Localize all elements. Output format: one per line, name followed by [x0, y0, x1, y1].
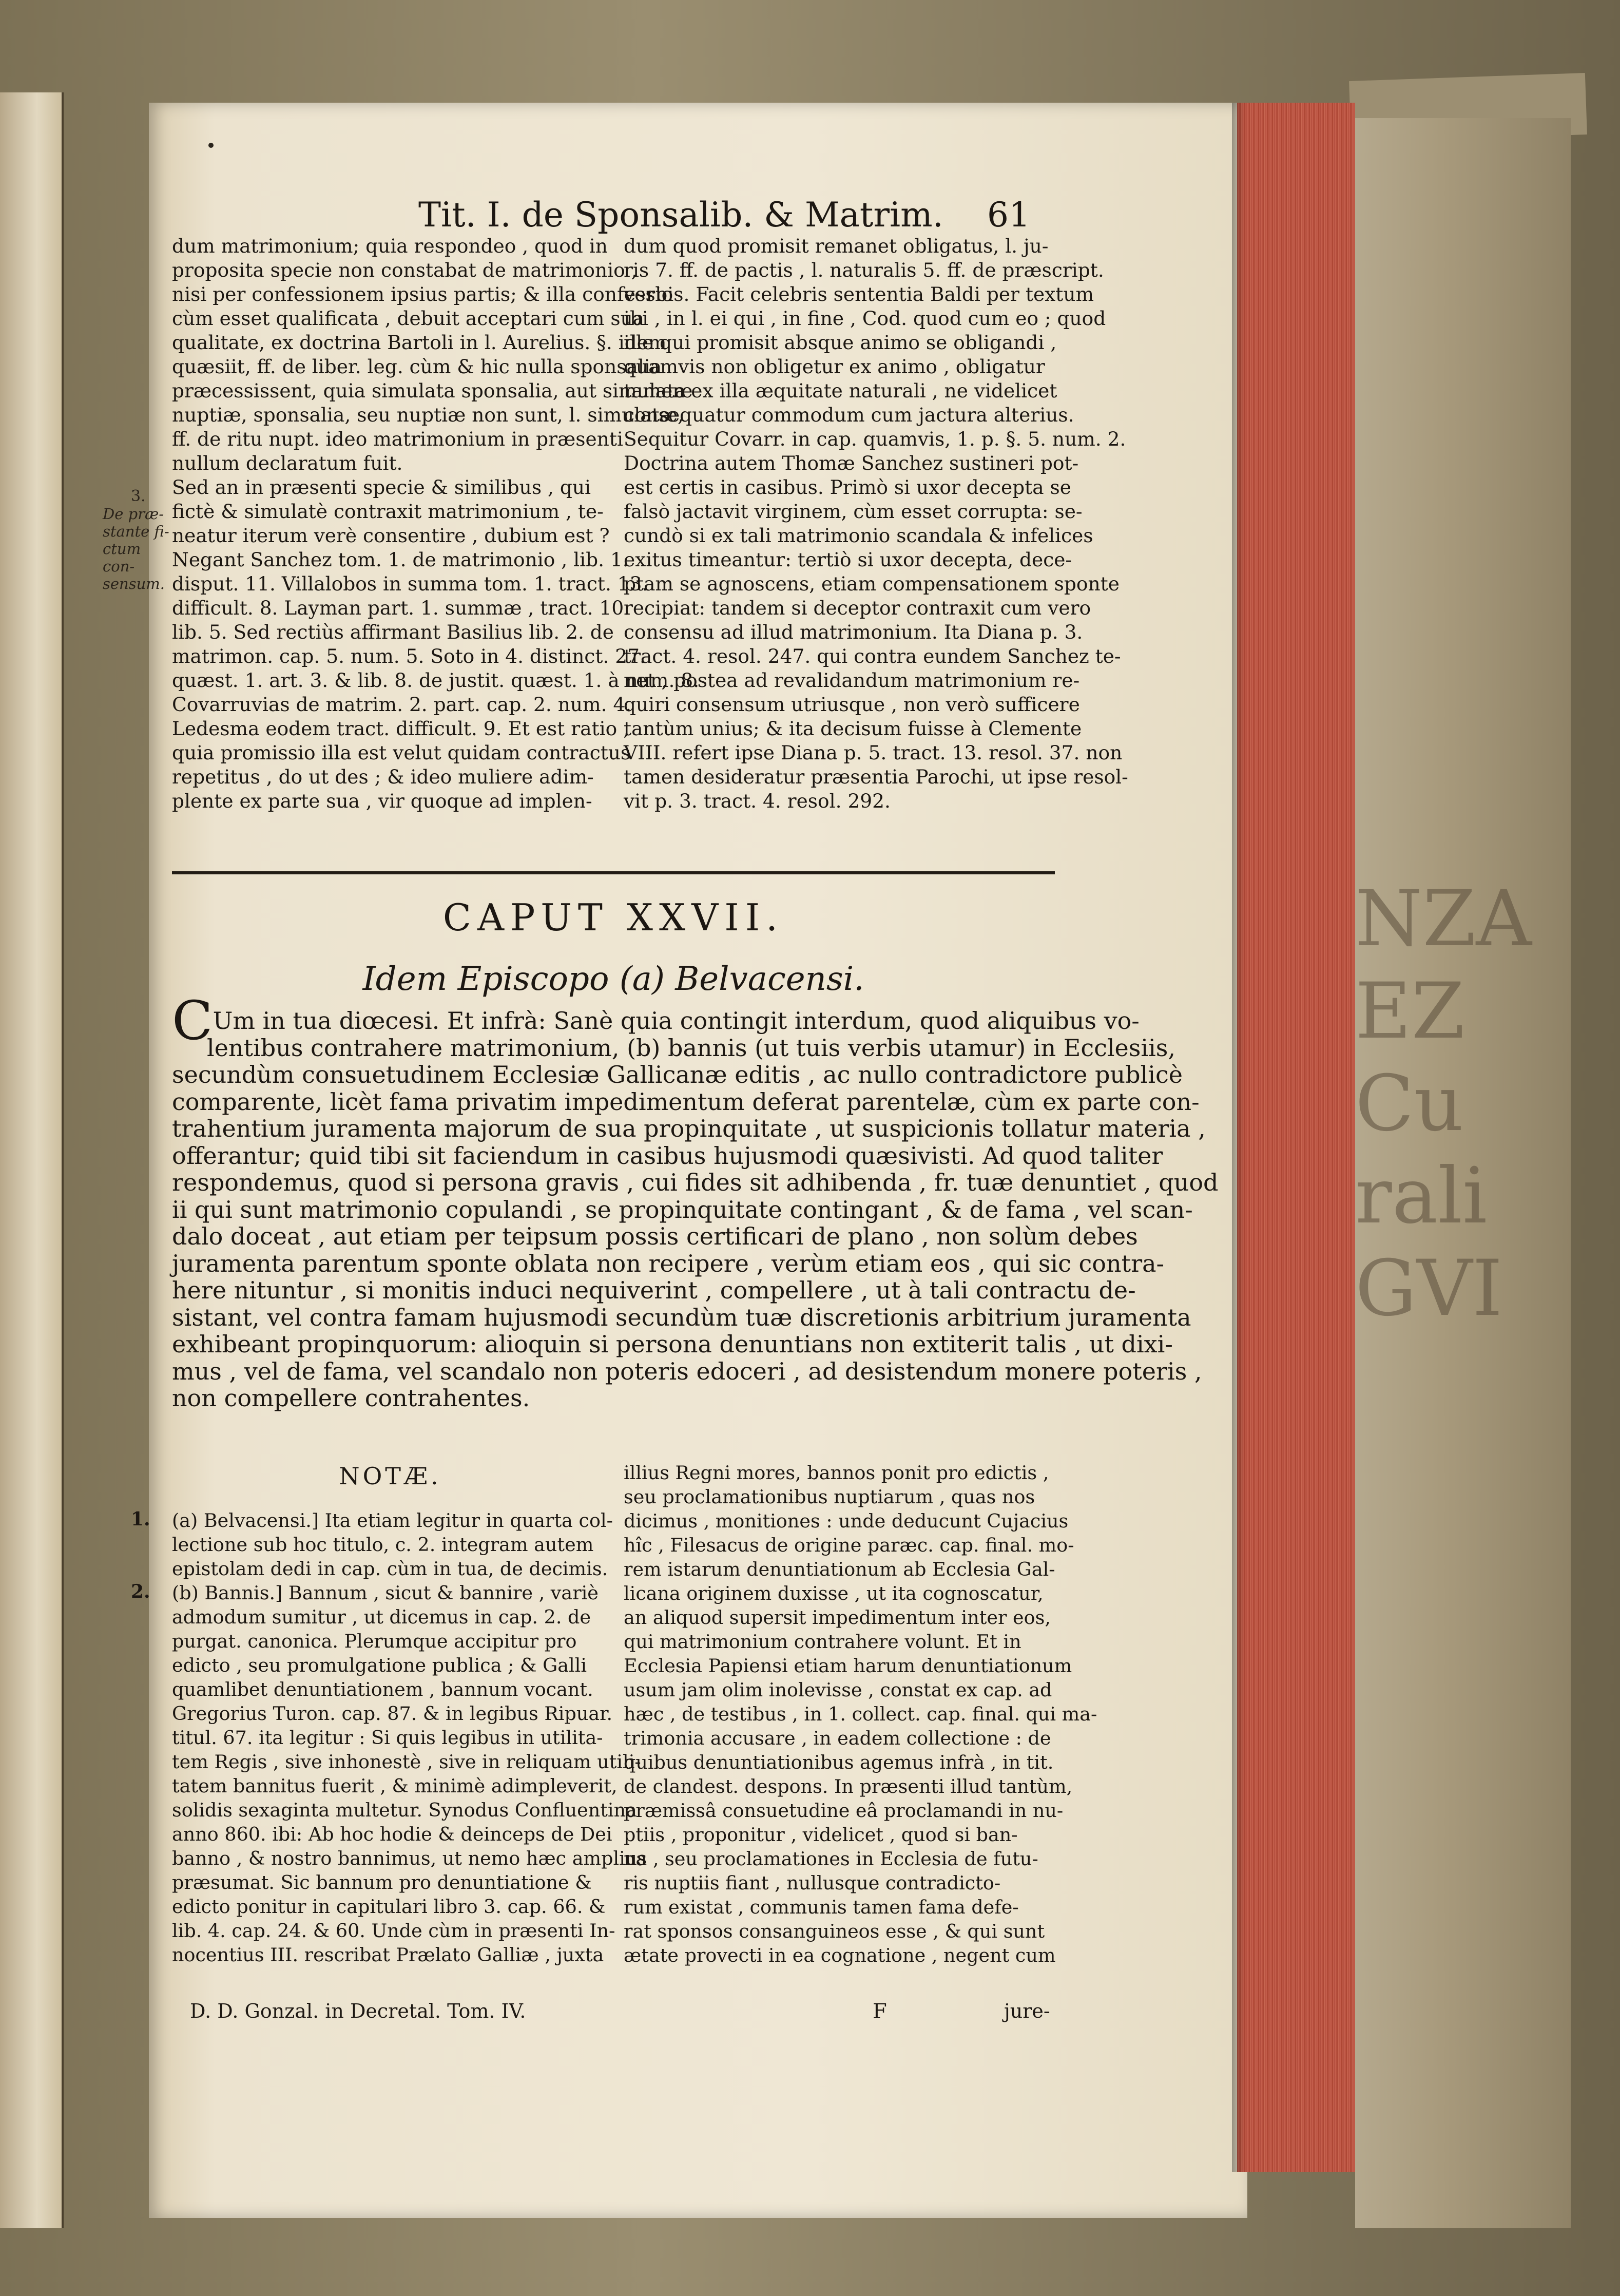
text-line: vit p. 3. tract. 4. resol. 292.	[624, 790, 891, 812]
notes-column-right	[624, 1461, 1097, 1967]
text-line: plente ex parte sua , vir quoque ad implen-	[172, 790, 592, 812]
text-line: Negant Sanchez tom. 1. de matrimonio , lib. 1.	[172, 548, 629, 571]
text-line: disput. 11. Villalobos in summa tom. 1. tract. 13.	[172, 572, 648, 595]
text-line: solidis sexaginta multetur. Synodus Confluentina	[172, 1799, 637, 1821]
body-line: ii qui sunt matrimonio copulandi , se propinquitate contingant , & de fama , vel scan-	[172, 1195, 1193, 1223]
margin-note-line: De præ-	[103, 505, 164, 523]
spine-label: NZA EZ Cu rali GVI	[1355, 874, 1532, 1333]
text-line: quibus denuntiationibus agemus infrà , in tit.	[624, 1751, 1054, 1773]
text-line: tamen ex illa æquitate naturali , ne videlicet	[624, 379, 1057, 402]
text-line: rum existat , communis tamen fama defe-	[624, 1896, 1019, 1918]
footer-work-title: D. D. Gonzal. in Decretal. Tom. IV.	[190, 2000, 526, 2022]
body-line: mus , vel de fama, vel scandalo non poteris edoceri , ad desistendum monere poteris ,	[172, 1357, 1202, 1385]
text-line: lib. 4. cap. 24. & 60. Unde cùm in præsenti In-	[172, 1920, 615, 1942]
running-head-title: Tit. I. de Sponsalib. & Matrim.	[418, 195, 943, 235]
decretal-text	[172, 989, 1219, 1412]
text-line: dum matrimonium; quia respondeo , quod in	[172, 235, 608, 257]
text-line: tatem bannitus fuerit , & minimè adimpleverit,	[172, 1775, 618, 1797]
text-line: quæst. 1. art. 3. & lib. 8. de justit. quæst. 1. à num. 8.	[172, 669, 700, 692]
text-line: tem Regis , sive inhonestè , sive in reliquam utili-	[172, 1751, 641, 1773]
text-line: tract. 4. resol. 247. qui contra eundem Sanchez te-	[624, 645, 1121, 667]
text-line: nuptiæ, sponsalia, seu nuptiæ non sunt, l. simulatæ,	[172, 404, 684, 426]
page-edge-shadow	[1232, 103, 1245, 2172]
text-line: seu proclamationibus nuptiarum , quas nos	[624, 1486, 1035, 1508]
text-line: usum jam olim inolevisse , constat ex cap. ad	[624, 1679, 1052, 1701]
text-line: anno 860. ibi: Ab hoc hodie & deinceps de Dei	[172, 1823, 612, 1845]
text-line: Covarruvias de matrim. 2. part. cap. 2. num. 4.	[172, 693, 632, 716]
text-line: an aliquod supersit impedimentum inter eos,	[624, 1606, 1051, 1629]
text-line: falsò jactavit virginem, cùm esset corrupta: se-	[624, 500, 1083, 523]
text-line: ille qui promisit absque animo se obligandi ,	[624, 331, 1057, 354]
text-line: trimonia accusare , in eadem collectione : de	[624, 1727, 1051, 1749]
text-line: ætate provecti in ea cognatione , negent cum	[624, 1944, 1056, 1966]
text-line: repetitus , do ut des ; & ideo muliere adim-	[172, 766, 594, 788]
text-line: Doctrina autem Thomæ Sanchez sustineri pot-	[624, 452, 1079, 474]
body-line: here nituntur , si monitis induci nequiverint , compellere , ut à tali contractu de-	[172, 1276, 1136, 1304]
text-line: net , postea ad revalidandum matrimonium re-	[624, 669, 1080, 692]
text-line: quamlibet denuntiationem , bannum vocant.	[172, 1678, 593, 1700]
body-line: non compellere contrahentes.	[172, 1384, 530, 1412]
body-line: comparente, licèt fama privatim impedimentum deferat parentelæ, cùm ex parte con-	[172, 1087, 1200, 1116]
text-line: banno , & nostro bannimus, ut nemo hæc amplius	[172, 1847, 647, 1869]
text-line: Ledesma eodem tract. difficult. 9. Et est ratio ,	[172, 717, 630, 740]
notes-heading: NOTÆ.	[339, 1462, 441, 1490]
body-line: exhibeant propinquorum: alioquin si persona denuntians non extiterit talis , ut dixi-	[172, 1330, 1173, 1358]
text-line: Ecclesia Papiensi etiam harum denuntiationum	[624, 1655, 1072, 1677]
text-line: edicto ponitur in capitulari libro 3. cap. 66. &	[172, 1896, 606, 1918]
text-line: purgat. canonica. Plerumque accipitur pro	[172, 1630, 577, 1652]
text-line: lib. 5. Sed rectiùs affirmant Basilius lib. 2. de	[172, 621, 614, 643]
text-line: ris 7. ff. de pactis , l. naturalis 5. ff. de præscript.	[624, 259, 1104, 281]
left-page-edge	[0, 92, 64, 2228]
text-line: tantùm unius; & ita decisum fuisse à Clemente	[624, 717, 1082, 740]
text-line: neatur iterum verè consentire , dubium est ?	[172, 524, 610, 547]
text-line: illius Regni mores, bannos ponit pro edictis ,	[624, 1462, 1049, 1484]
text-line: rem istarum denuntiationum ab Ecclesia Gal-	[624, 1558, 1055, 1580]
text-line: præcessissent, quia simulata sponsalia, aut simulatæ	[172, 379, 693, 402]
text-line: tamen desideratur præsentia Parochi, ut ipse resol-	[624, 766, 1128, 788]
text-line: quamvis non obligetur ex animo , obligatur	[624, 355, 1045, 378]
text-line: quiri consensum utriusque , non verò sufficere	[624, 693, 1080, 716]
body-line: lentibus contrahere matrimonium, (b) bannis (ut tuis verbis utamur) in Ecclesiis,	[207, 1034, 1176, 1062]
catchword: jure-	[1004, 2000, 1050, 2022]
text-line: verbis. Facit celebris sententia Baldi per textum	[624, 283, 1094, 305]
text-line: (a) Belvacensi.] Ita etiam legitur in quarta col-	[172, 1509, 613, 1532]
text-line: ris nuptiis fiant , nullusque contradicto-	[624, 1872, 1001, 1894]
note-number: 1.	[131, 1508, 150, 1530]
text-line: Sequitur Covarr. in cap. quamvis, 1. p. §. 5. num. 2.	[624, 428, 1126, 450]
text-line: ibi , in l. ei qui , in fine , Cod. quod cum eo ; quod	[624, 307, 1106, 330]
text-line: consequatur commodum cum jactura alterius.	[624, 404, 1074, 426]
body-line: juramenta parentum sponte oblata non recipere , verùm etiam eos , qui sic contra-	[172, 1249, 1165, 1277]
page-block-red-edge	[1237, 103, 1355, 2172]
text-line: lectione sub hoc titulo, c. 2. integram autem	[172, 1534, 594, 1556]
running-head	[0, 195, 1620, 235]
page-number: 61	[987, 195, 1030, 235]
text-column-right	[624, 234, 1128, 813]
chapter-subtitle: Idem Episcopo (a) Belvacensi.	[362, 960, 864, 998]
text-line: præmissâ consuetudine eâ proclamandi in nu-	[624, 1800, 1064, 1822]
text-line: Gregorius Turon. cap. 87. & in legibus Ripuar.	[172, 1702, 613, 1725]
text-line: exitus timeantur: tertiò si uxor decepta, dece-	[624, 548, 1072, 571]
text-line: matrimon. cap. 5. num. 5. Soto in 4. distinct. 27.	[172, 645, 646, 667]
text-line: fictè & simulatè contraxit matrimonium , te-	[172, 500, 604, 523]
body-line: sistant, vel contra famam hujusmodi secundùm tuæ discretionis arbitrium juramenta	[172, 1303, 1191, 1331]
text-line: dicimus , monitiones : unde deducunt Cujacius	[624, 1510, 1069, 1532]
text-line: nocentius III. rescribat Prælato Galliæ , juxta	[172, 1944, 604, 1966]
text-line: est certis in casibus. Primò si uxor decepta se	[624, 476, 1071, 499]
text-line: qui matrimonium contrahere volunt. Et in	[624, 1631, 1021, 1653]
text-line: (b) Bannis.] Bannum , sicut & bannire , variè	[172, 1582, 599, 1604]
body-line: dalo doceat , aut etiam per teipsum possis certificari de plano , non solùm debes	[172, 1222, 1138, 1250]
text-line: hîc , Filesacus de origine paræc. cap. final. mo-	[624, 1534, 1074, 1556]
text-line: dum quod promisit remanet obligatus, l. ju-	[624, 235, 1049, 257]
text-line: epistolam dedi in cap. cùm in tua, de decimis.	[172, 1558, 608, 1580]
body-line: secundùm consuetudinem Ecclesiæ Gallicanæ editis , ac nullo contradictore publicè	[172, 1061, 1183, 1088]
drop-cap: C	[172, 989, 213, 1052]
text-line: nullum declaratum fuit.	[172, 452, 403, 474]
text-line: admodum sumitur , ut dicemus in cap. 2. de	[172, 1606, 591, 1628]
text-line: licana originem duxisse , ut ita cognoscatur,	[624, 1582, 1044, 1604]
text-line: consensu ad illud matrimonium. Ita Diana p. 3.	[624, 621, 1083, 643]
text-line: quæsiit, ff. de liber. leg. cùm & hic nulla sponsalia	[172, 355, 662, 378]
text-line: ptiis , proponitur , videlicet , quod si ban-	[624, 1824, 1018, 1846]
body-line-text: Um in tua diœcesi. Et infrà: Sanè quia contingit interdum, quod aliquibus vo-	[213, 1007, 1140, 1035]
text-line: præsumat. Sic bannum pro denuntiatione &	[172, 1871, 592, 1893]
text-line: edicto , seu promulgatione publica ; & Galli	[172, 1654, 587, 1676]
body-line: offerantur; quid tibi sit faciendum in casibus hujusmodi quæsivisti. Ad quod taliter	[172, 1141, 1163, 1170]
text-line: quia promissio illa est velut quidam contractus	[172, 741, 631, 764]
margin-note	[103, 488, 169, 592]
text-line: recipiat: tandem si deceptor contraxit cum vero	[624, 597, 1091, 619]
text-line: hæc , de testibus , in 1. collect. cap. final. qui ma-	[624, 1703, 1097, 1725]
body-line: trahentium juramenta majorum de sua propinquitate , ut suspicionis tollatur materia ,	[172, 1115, 1206, 1142]
text-line: rat sponsos consanguineos esse , & qui sunt	[624, 1920, 1045, 1942]
margin-note-line: ctum con-	[103, 540, 141, 575]
text-line: difficult. 8. Layman part. 1. summæ , tract. 10.	[172, 597, 630, 619]
margin-note-number: 3.	[131, 487, 146, 505]
signature-mark: F	[873, 2000, 887, 2023]
note-number: 2.	[131, 1581, 150, 1602]
text-line: nisi per confessionem ipsius partis; & illa confessio	[172, 283, 673, 305]
text-line: proposita specie non constabat de matrimonio ,	[172, 259, 638, 281]
body-line: respondemus, quod si persona gravis , cui fides sit adhibenda , fr. tuæ denuntiet , quod	[172, 1169, 1219, 1196]
printer-mark	[208, 143, 214, 148]
text-line: ff. de ritu nupt. ideo matrimonium in præsenti	[172, 428, 623, 450]
margin-note-line: sensum.	[103, 575, 165, 592]
text-line: qualitate, ex doctrina Bartoli in l. Aurelius. §. idem	[172, 331, 667, 354]
text-line: ptam se agnoscens, etiam compensationem sponte	[624, 572, 1120, 595]
text-line: cundò si ex tali matrimonio scandala & infelices	[624, 524, 1093, 547]
margin-note-line: stante fi-	[103, 523, 169, 540]
section-divider	[172, 871, 1055, 874]
text-line: na , seu proclamationes in Ecclesia de futu-	[624, 1848, 1038, 1870]
chapter-title: CAPUT XXVII.	[442, 896, 784, 939]
text-column-left	[172, 234, 700, 813]
text-line: titul. 67. ita legitur : Si quis legibus in utilita-	[172, 1727, 603, 1749]
text-line: de clandest. despons. In præsenti illud tantùm,	[624, 1775, 1073, 1797]
text-line: Sed an in præsenti specie & similibus , qui	[172, 476, 591, 499]
notes-column-left	[172, 1508, 647, 1967]
text-line: cùm esset qualificata , debuit acceptari cum sua	[172, 307, 645, 330]
text-line: VIII. refert ipse Diana p. 5. tract. 13. resol. 37. non	[624, 741, 1123, 764]
